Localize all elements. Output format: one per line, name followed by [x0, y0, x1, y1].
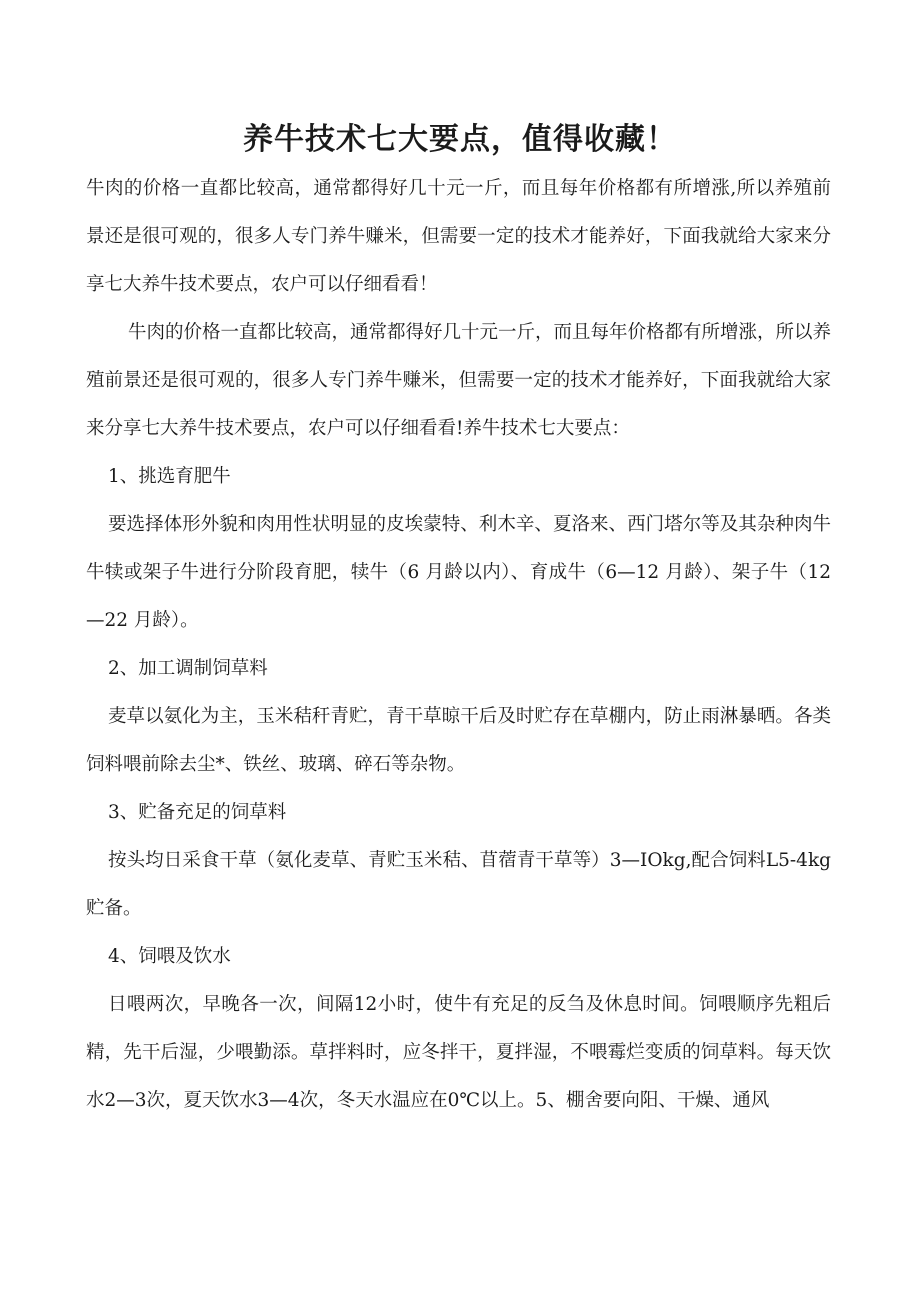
- intro-repeat-paragraph: 牛肉的价格一直都比较高，通常都得好几十元一斤，而且每年价格都有所增涨，所以养殖前景还是很可观的，很多人专门养牛赚米，但需要一定的技术才能养好，下面我就给大家来分享七大养牛技术要点，农户可以仔细看看!养牛技术七大要点：: [86, 322, 832, 439]
- section-body-2: 麦草以氨化为主，玉米秸秆青贮，青干草晾干后及时贮存在草棚内，防止雨淋暴晒。各类饲料喂前除去尘*、铁丝、玻璃、碎石等杂物。: [86, 706, 831, 775]
- section-heading-2: 2、加工调制饲草料: [108, 658, 268, 679]
- section-body-1: 要选择体形外貌和肉用性状明显的皮埃蒙特、利木辛、夏洛来、西门塔尔等及其杂种肉牛牛犊或架子牛进行分阶段育肥，犊牛（6 月龄以内）、育成牛（6—12 月龄）、架子牛（12—22 月龄）。: [86, 514, 831, 631]
- section-body-3: 按头均日采食干草（氨化麦草、青贮玉米秸、苜蓿青干草等）3—IOkg,配合饲料L5-4kg贮备。: [86, 850, 831, 919]
- document-body: [86, 165, 831, 1125]
- section-heading-1: 1、挑选育肥牛: [108, 466, 231, 487]
- intro-paragraph: 牛肉的价格一直都比较高，通常都得好几十元一斤，而且每年价格都有所增涨,所以养殖前景还是很可观的，很多人专门养牛赚米，但需要一定的技术才能养好，下面我就给大家来分享七大养牛技术要点，农户可以仔细看看！: [86, 178, 831, 295]
- section-heading-3: 3、贮备充足的饲草料: [108, 802, 287, 823]
- section-body-4: 日喂两次，早晚各一次，间隔12小时，使牛有充足的反刍及休息时间。饲喂顺序先粗后精，先干后湿，少喂勤添。草拌料时，应冬拌干，夏拌湿，不喂霉烂变质的饲草料。每天饮水2—3次，夏天饮水3—4次，冬天水温应在0℃以上。5、棚舍要向阳、干燥、通风: [86, 994, 831, 1111]
- document-title: 养牛技术七大要点，值得收藏！: [243, 122, 677, 157]
- section-heading-4: 4、饲喂及饮水: [108, 946, 231, 967]
